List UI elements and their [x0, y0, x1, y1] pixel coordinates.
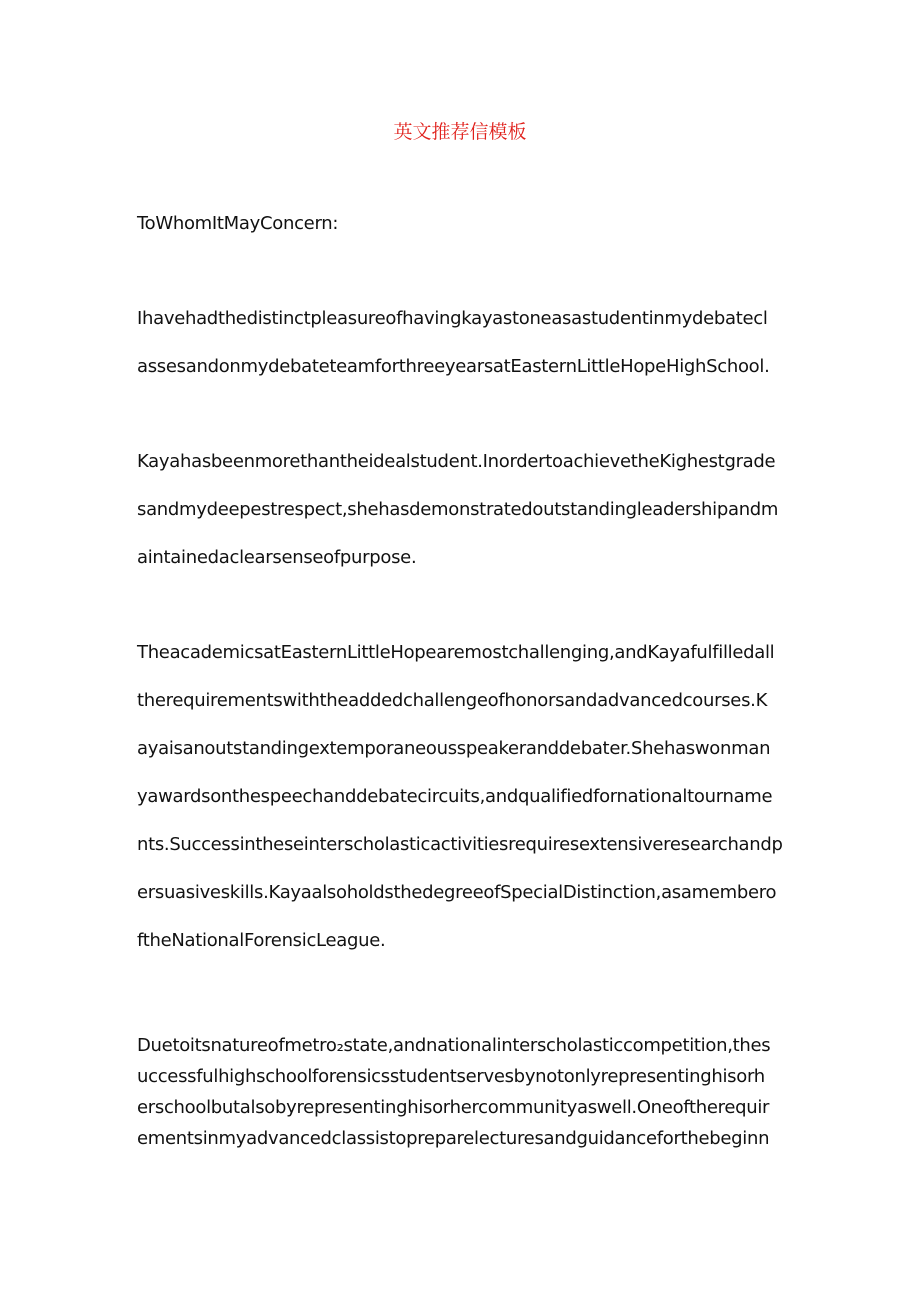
paragraph-3-line-2: therequirementswiththeaddedchallengeofhonorsandadvancedcourses.K	[137, 690, 768, 711]
paragraph-3-line-7: ftheNationalForensicLeague.	[137, 930, 386, 951]
paragraph-3-line-5: nts.Successintheseinterscholasticactivitiesrequiresextensiveresearchandp	[137, 834, 783, 855]
paragraph-1-line-1: Ihavehadthedistinctpleasureofhavingkayastoneasastudentinmydebatecl	[137, 308, 768, 329]
paragraph-4-line-3: erschoolbutalsobyrepresentinghisorhercommunityaswell.Oneoftherequir	[137, 1097, 770, 1118]
paragraph-3-line-3: ayaisanoutstandingextemporaneousspeakeranddebater.Shehaswonman	[137, 738, 771, 759]
paragraph-4-line-1: Duetoitsnatureofmetro₂state,andnationalinterscholasticcompetition,thes	[137, 1035, 771, 1056]
paragraph-1-line-2: assesandonmydebateteamforthreeyearsatEasternLittleHopeHighSchool.	[137, 356, 770, 377]
paragraph-3-line-4: yawardsonthespeechanddebatecircuits,andqualifiedfornationaltourname	[137, 786, 773, 807]
paragraph-4-line-4: ementsinmyadvancedclassistopreparelecturesandguidanceforthebeginn	[137, 1128, 770, 1149]
paragraph-2-line-3: aintainedaclearsenseofpurpose.	[137, 547, 417, 568]
paragraph-2-line-1: Kayahasbeenmorethantheidealstudent.InordertoachievetheKighestgrade	[137, 451, 776, 472]
document-title: 英文推荐信模板	[393, 121, 527, 143]
salutation: ToWhomItMayConcern:	[137, 213, 339, 234]
paragraph-3-line-6: ersuasiveskills.KayaalsoholdsthedegreeofSpecialDistinction,asamembero	[137, 882, 777, 903]
paragraph-2-line-2: sandmydeepestrespect,shehasdemonstratedoutstandingleadershipandm	[137, 499, 779, 520]
paragraph-4-line-2: uccessfulhighschoolforensicsstudentservesbynotonlyrepresentinghisorh	[137, 1066, 765, 1087]
paragraph-3-line-1: TheacademicsatEasternLittleHopearemostchallenging,andKayafulfilledall	[137, 642, 775, 663]
